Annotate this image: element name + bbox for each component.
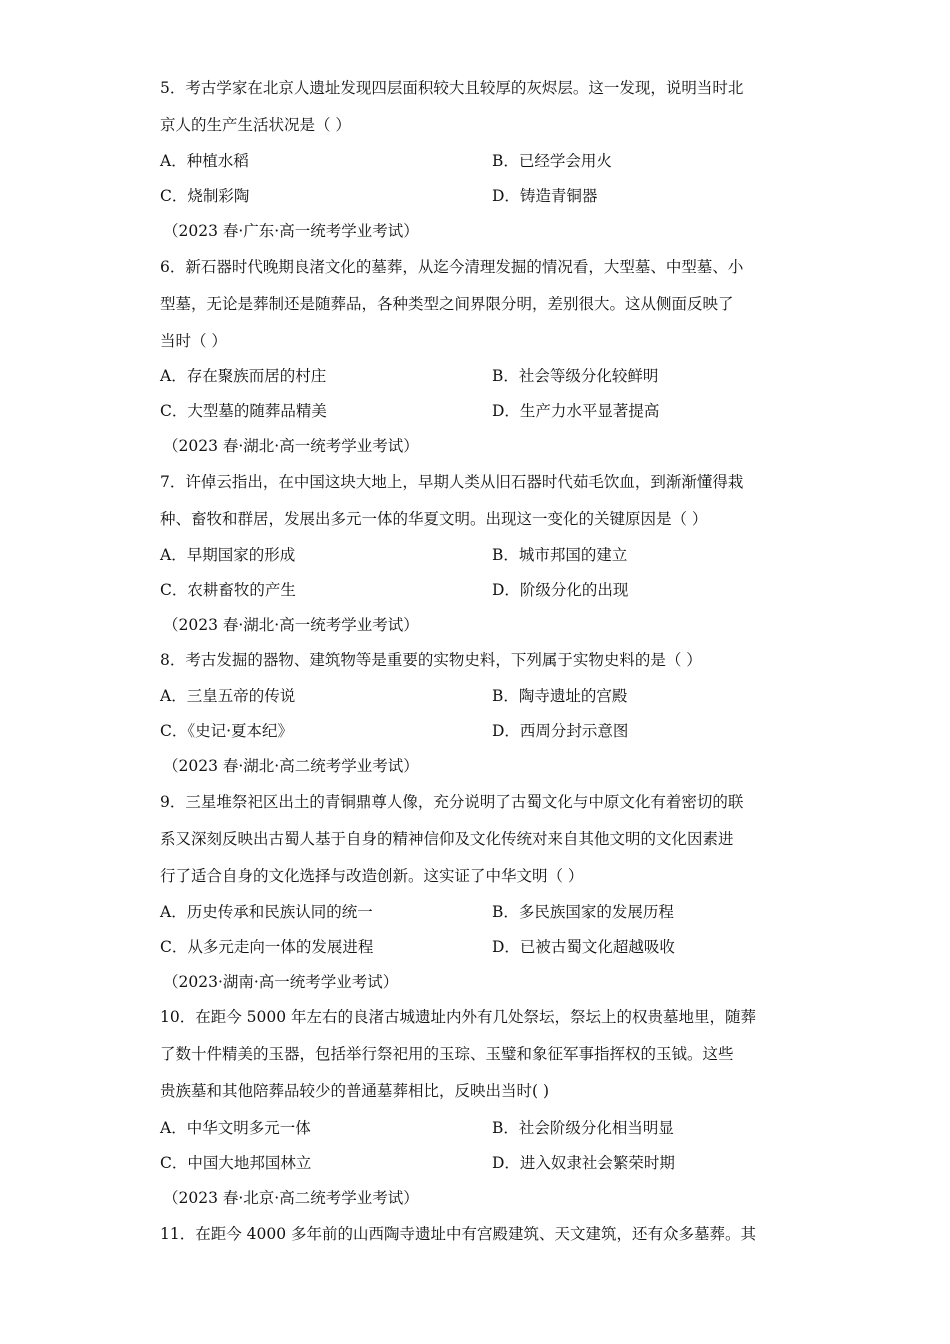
q10-stem-line-1: 10．在距今 5000 年左右的良渚古城遗址内外有几处祭坛，祭坛上的权贵墓地里，随葬: [160, 1008, 757, 1026]
q7-option-a: A．早期国家的形成: [160, 546, 296, 564]
q7-source: （2023 春·湖北·高一统考学业考试）: [163, 616, 419, 634]
q5-option-c: C．烧制彩陶: [160, 187, 250, 205]
q7-option-b: B．城市邦国的建立: [492, 546, 628, 564]
q7-stem-line-1: 7．许倬云指出，在中国这块大地上，早期人类从旧石器时代茹毛饮血，到渐渐懂得栽: [160, 473, 744, 491]
q5-stem-line-2: 京人的生产生活状况是（ ）: [160, 116, 351, 134]
q6-option-a: A．存在聚族而居的村庄: [160, 367, 327, 385]
q9-option-a: A．历史传承和民族认同的统一: [160, 903, 373, 921]
q5-option-a: A．种植水稻: [160, 152, 249, 170]
q5-option-b: B．已经学会用火: [492, 152, 612, 170]
q8-option-b: B．陶寺遗址的宫殿: [492, 687, 628, 705]
q7-option-c: C．农耕畜牧的产生: [160, 581, 296, 599]
q8-stem-line-1: 8．考古发掘的器物、建筑物等是重要的实物史料，下列属于实物史料的是（ ）: [160, 651, 702, 669]
q10-option-a: A．中华文明多元一体: [160, 1119, 311, 1137]
q6-option-c: C．大型墓的随葬品精美: [160, 402, 327, 420]
q9-option-d: D．已被古蜀文化超越吸收: [492, 938, 675, 956]
q6-source: （2023 春·湖北·高一统考学业考试）: [163, 437, 419, 455]
q9-stem-line-3: 行了适合自身的文化选择与改造创新。这实证了中华文明（ ）: [160, 867, 584, 885]
q9-source: （2023·湖南·高一统考学业考试）: [163, 973, 399, 991]
q7-stem-line-2: 种、畜牧和群居，发展出多元一体的华夏文明。出现这一变化的关键原因是（ ）: [160, 510, 708, 528]
q8-option-a: A．三皇五帝的传说: [160, 687, 296, 705]
q6-stem-line-2: 型墓，无论是葬制还是随葬品，各种类型之间界限分明，差别很大。这从侧面反映了: [160, 295, 734, 313]
q6-stem-line-1: 6．新石器时代晚期良渚文化的墓葬，从迄今清理发掘的情况看，大型墓、中型墓、小: [160, 258, 744, 276]
q5-source: （2023 春·广东·高一统考学业考试）: [163, 222, 419, 240]
q9-stem-line-2: 系又深刻反映出古蜀人基于自身的精神信仰及文化传统对来自其他文明的文化因素进: [160, 830, 734, 848]
q8-option-c: C．《史记·夏本纪》: [160, 722, 294, 740]
q9-option-b: B．多民族国家的发展历程: [492, 903, 674, 921]
q9-option-c: C．从多元走向一体的发展进程: [160, 938, 374, 956]
q10-option-b: B．社会阶级分化相当明显: [492, 1119, 674, 1137]
q7-option-d: D．阶级分化的出现: [492, 581, 629, 599]
q8-source: （2023 春·湖北·高二统考学业考试）: [163, 757, 419, 775]
q6-option-d: D．生产力水平显著提高: [492, 402, 660, 420]
q10-option-d: D．进入奴隶社会繁荣时期: [492, 1154, 675, 1172]
q10-stem-line-3: 贵族墓和其他陪葬品较少的普通墓葬相比，反映出当时( ): [160, 1082, 550, 1100]
q10-stem-line-2: 了数十件精美的玉器，包括举行祭祀用的玉琮、玉璧和象征军事指挥权的玉钺。这些: [160, 1045, 734, 1063]
q8-option-d: D．西周分封示意图: [492, 722, 629, 740]
q6-stem-line-3: 当时（ ）: [160, 332, 227, 350]
q5-stem-line-1: 5．考古学家在北京人遗址发现四层面积较大且较厚的灰烬层。这一发现，说明当时北: [160, 79, 744, 97]
q11-stem-line-1: 11．在距今 4000 多年前的山西陶寺遗址中有宫殿建筑、天文建筑，还有众多墓葬。其: [160, 1225, 757, 1243]
q10-source: （2023 春·北京·高二统考学业考试）: [163, 1189, 419, 1207]
q5-option-d: D．铸造青铜器: [492, 187, 598, 205]
q9-stem-line-1: 9．三星堆祭祀区出土的青铜鼎尊人像，充分说明了古蜀文化与中原文化有着密切的联: [160, 793, 744, 811]
q10-option-c: C．中国大地邦国林立: [160, 1154, 312, 1172]
q6-option-b: B．社会等级分化较鲜明: [492, 367, 659, 385]
